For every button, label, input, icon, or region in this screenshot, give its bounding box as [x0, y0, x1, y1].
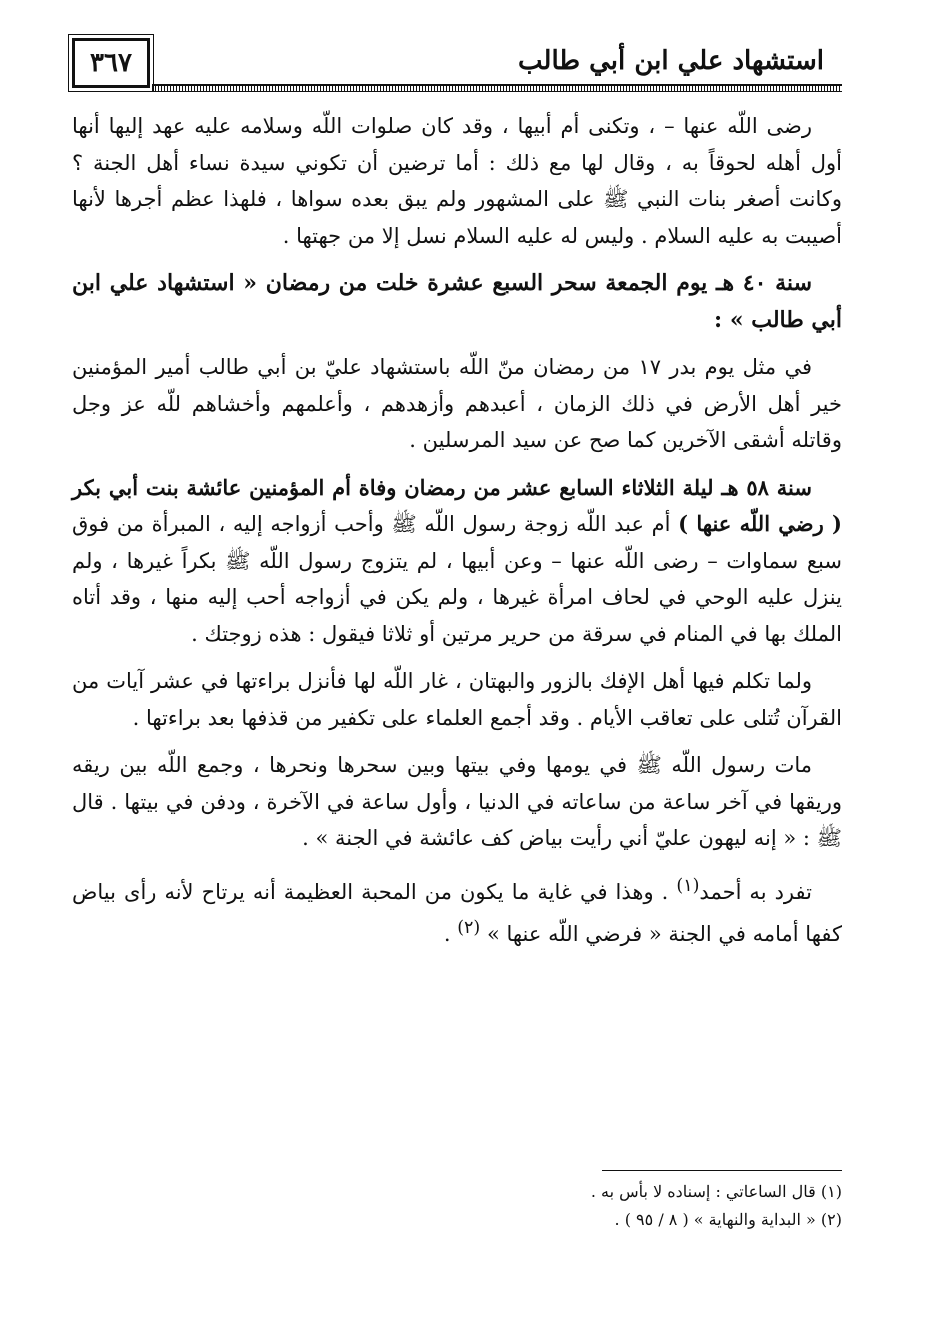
footnote-ref-2: (٢) — [457, 918, 481, 938]
footnote-2: (٢) « البداية والنهاية » ( ٨ / ٩٥ ) . — [614, 1210, 842, 1229]
footnote-ref-1: (١) — [676, 875, 700, 896]
paragraph-ifk: ولما تكلم فيها أهل الإفك بالزور والبهتان ، غار اللّه لها فأنزل براءتها في عشر آيات من القرآن تُتلى على تعاقب الأيام . وقد أجمع العلماء على تكفير من قذفها بعد براءتها . — [72, 669, 842, 730]
paragraph-fatima: رضى اللّه عنها – ، وتكنى أم أبيها ، وقد كان صلوات اللّه وسلامه عليه عهد إليها أنها أول أهله لحوقاً به ، وقال لها مع ذلك : أما ترضين أن تكوني سيدة نساء أهل الجنة ؟ وكانت أصغر بنات النبي ﷺ على المشهور ولم يبق بعده سواها ، فلهذا عظم أجرها لأنها أصيبت به عليه السلام . وليس له عليه السلام نسل إلا من جهتها . — [72, 114, 842, 248]
ahmad-text-end: . — [443, 922, 451, 946]
page-header — [72, 38, 842, 92]
book-page — [72, 38, 842, 1308]
aisha-text: أم عبد اللّه زوجة رسول اللّه ﷺ وأحب أزواجه إليه ، المبرأة من فوق سبع سماوات – رضى اللّه عنها – وعن أبيها ، لم يتزوج رسول اللّه ﷺ بكراً غيرها ، ولم ينزل عليه الوحي في لحاف امرأة غيرها ، ولم يكن في أزواجه أحب إليه منها ، وقد أتاه الملك بها في المنام في سرقة من حرير مرتين أو ثلاثا فيقول : هذه زوجتك . — [72, 512, 842, 646]
paragraph-ali: في مثل يوم بدر ١٧ من رمضان منّ اللّه باستشهاد عليّ بن أبي طالب أمير المؤمنين خير أهل الأرض في ذلك الزمان ، أعبدهم وأزهدهم ، وأعلمهم وأخشاهم للّه عز وجل وقاتله أشقى الآخرين كما صح عن سيد المرسلين . — [72, 355, 842, 452]
footnotes — [72, 1178, 842, 1234]
body-text — [72, 108, 842, 964]
paragraph-death: مات رسول اللّه ﷺ في يومها وفي بيتها وبين سحرها ونحرها ، وجمع اللّه بين ريقه وريقها في آخر ساعة من ساعاته في الدنيا ، وأول ساعة في الآخرة ، ودفن في بيتها . قال ﷺ : « إنه ليهون عليّ أني رأيت بياض كف عائشة في الجنة » . — [72, 753, 842, 850]
ahmad-text: تفرد به أحمد — [699, 879, 812, 904]
paragraph-aisha — [72, 470, 842, 653]
heading-year-40: سنة ٤٠ هـ يوم الجمعة سحر السبع عشرة خلت من رمضان « استشهاد علي ابن أبي طالب » : — [72, 270, 842, 333]
running-title: استشهاد علي ابن أبي طالب — [518, 46, 824, 76]
paragraph-ahmad — [72, 868, 842, 953]
footnote-1: (١) قال الساعاتي : إسناده لا بأس به . — [590, 1182, 842, 1201]
heading-year-58: سنة ٥٨ هـ ليلة الثلاثاء السابع عشر من رمضان وفاة أم المؤمنين عائشة بنت أبي بكر ( رضي اللّه عنها ) — [72, 474, 842, 536]
page-number: ٣٦٧ — [72, 38, 150, 88]
footnote-rule — [602, 1170, 842, 1171]
header-rule — [152, 84, 842, 92]
ahmad-text-cont: . وهذا في غاية ما يكون من المحبة العظيمة أنه يرتاح لأنه رأى بياض كفها أمامه في الجنة « فرضي اللّه عنها » — [72, 879, 842, 946]
